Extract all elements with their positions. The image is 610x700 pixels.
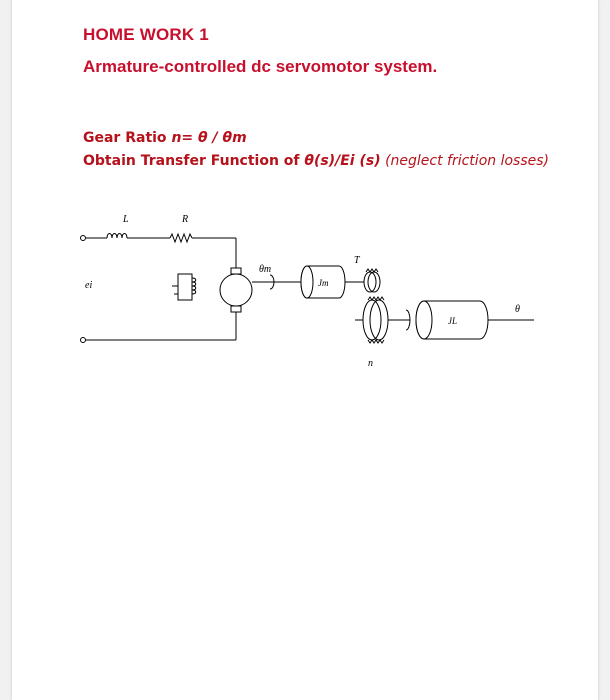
gear-ratio-prefix: Gear Ratio <box>83 130 172 146</box>
system-title: Armature-controlled dc servomotor system. <box>83 57 438 76</box>
resistor-zigzag <box>170 234 192 242</box>
label-load-inertia: JL <box>448 316 457 326</box>
input-terminal-top <box>81 236 86 241</box>
inductor-coil <box>107 234 127 239</box>
task-note: (neglect friction losses) <box>385 153 549 169</box>
label-input-voltage: ei <box>85 280 93 291</box>
homework-title: HOME WORK 1 <box>83 25 209 44</box>
document-page <box>12 0 598 700</box>
field-coil <box>192 278 196 294</box>
label-inductance: L <box>123 214 129 225</box>
input-terminal-bottom <box>81 338 86 343</box>
label-torque: T <box>354 255 360 266</box>
motor-armature <box>220 274 252 306</box>
field-winding <box>178 274 192 300</box>
motor-brush-bottom <box>231 306 241 312</box>
gear-ratio-line <box>83 130 247 146</box>
label-resistance: R <box>182 214 189 225</box>
label-motor-angle: θm <box>259 264 272 275</box>
task-prefix: Obtain Transfer Function of <box>83 153 305 169</box>
large-gear <box>363 300 381 340</box>
label-gear-ratio: n <box>368 358 373 369</box>
task-expression: θ(s)/Ei (s) <box>304 153 381 169</box>
task-line <box>83 153 549 169</box>
servomotor-diagram <box>12 200 598 380</box>
label-motor-inertia: Jm <box>318 278 329 288</box>
gear-ratio-formula: n= θ / θm <box>171 130 247 146</box>
motor-brush-top <box>231 268 241 274</box>
label-output-angle: θ <box>515 304 520 315</box>
